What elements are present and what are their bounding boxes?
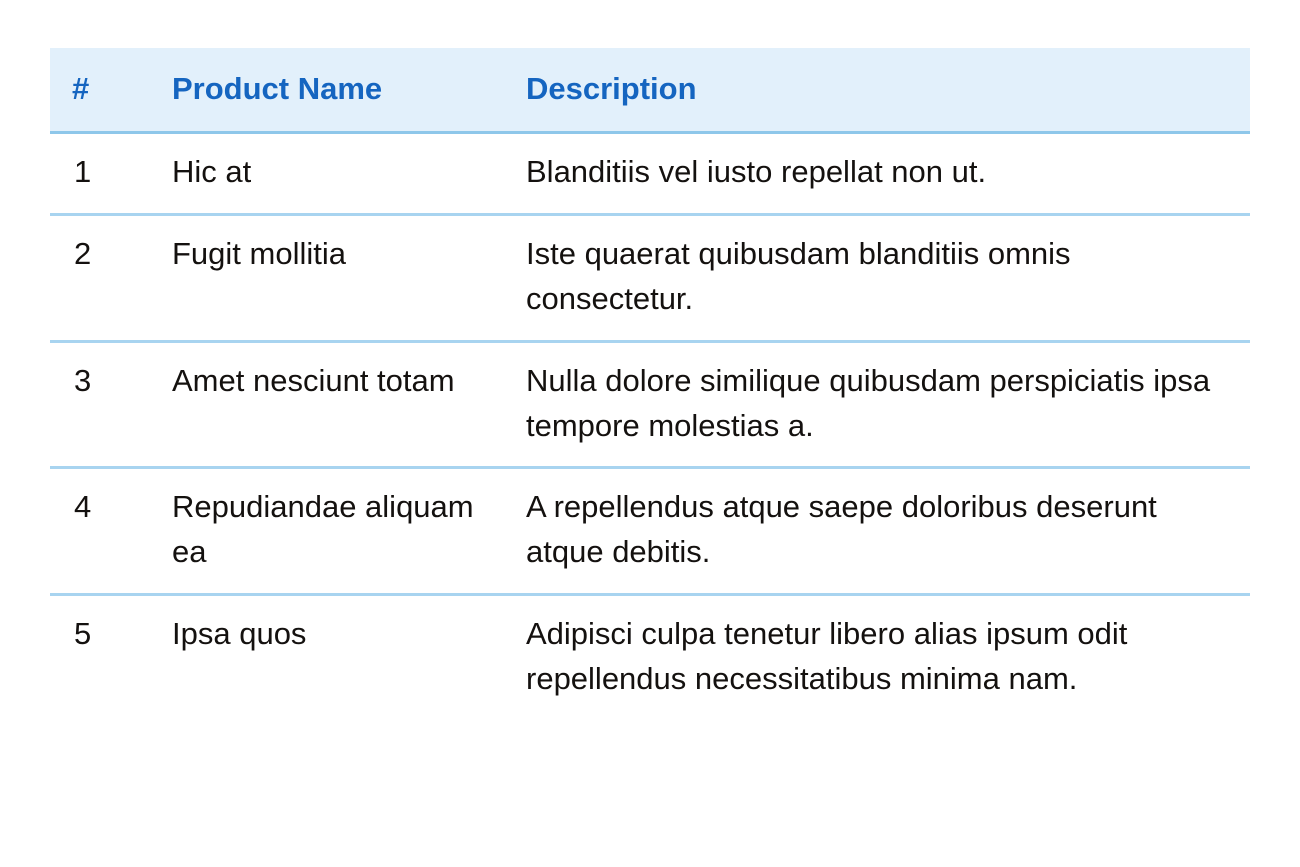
column-header-description: Description xyxy=(516,48,1250,132)
cell-description: Iste quaerat quibusdam blanditiis omnis consectetur. xyxy=(516,214,1250,341)
cell-description: Blanditiis vel iusto repellat non ut. xyxy=(516,132,1250,214)
table-header xyxy=(50,48,1250,132)
table-row xyxy=(50,468,1250,595)
cell-index: 1 xyxy=(50,132,150,214)
cell-description: Nulla dolore similique quibusdam perspiciatis ipsa tempore molestias a. xyxy=(516,341,1250,468)
cell-index: 4 xyxy=(50,468,150,595)
table-header-row xyxy=(50,48,1250,132)
table-row xyxy=(50,341,1250,468)
column-header-index: # xyxy=(50,48,150,132)
cell-index: 3 xyxy=(50,341,150,468)
table-row xyxy=(50,595,1250,720)
cell-product-name: Fugit mollitia xyxy=(150,214,516,341)
cell-product-name: Ipsa quos xyxy=(172,616,307,652)
cell-index: 5 xyxy=(74,616,92,652)
cell-product-name: Repudiandae aliquam ea xyxy=(150,468,516,595)
cell-product-name: Amet nesciunt totam xyxy=(150,341,516,468)
table-row xyxy=(50,214,1250,341)
column-header-product-name: Product Name xyxy=(150,48,516,132)
cell-index: 2 xyxy=(50,214,150,341)
product-table xyxy=(50,48,1250,720)
cell-product-name: Hic at xyxy=(150,132,516,214)
table-body xyxy=(50,132,1250,720)
table-row xyxy=(50,132,1250,214)
cell-description: Adipisci culpa tenetur libero alias ipsum odit repellendus necessitatibus minima nam. xyxy=(526,616,1128,697)
cell-description: A repellendus atque saepe doloribus deserunt atque debitis. xyxy=(516,468,1250,595)
